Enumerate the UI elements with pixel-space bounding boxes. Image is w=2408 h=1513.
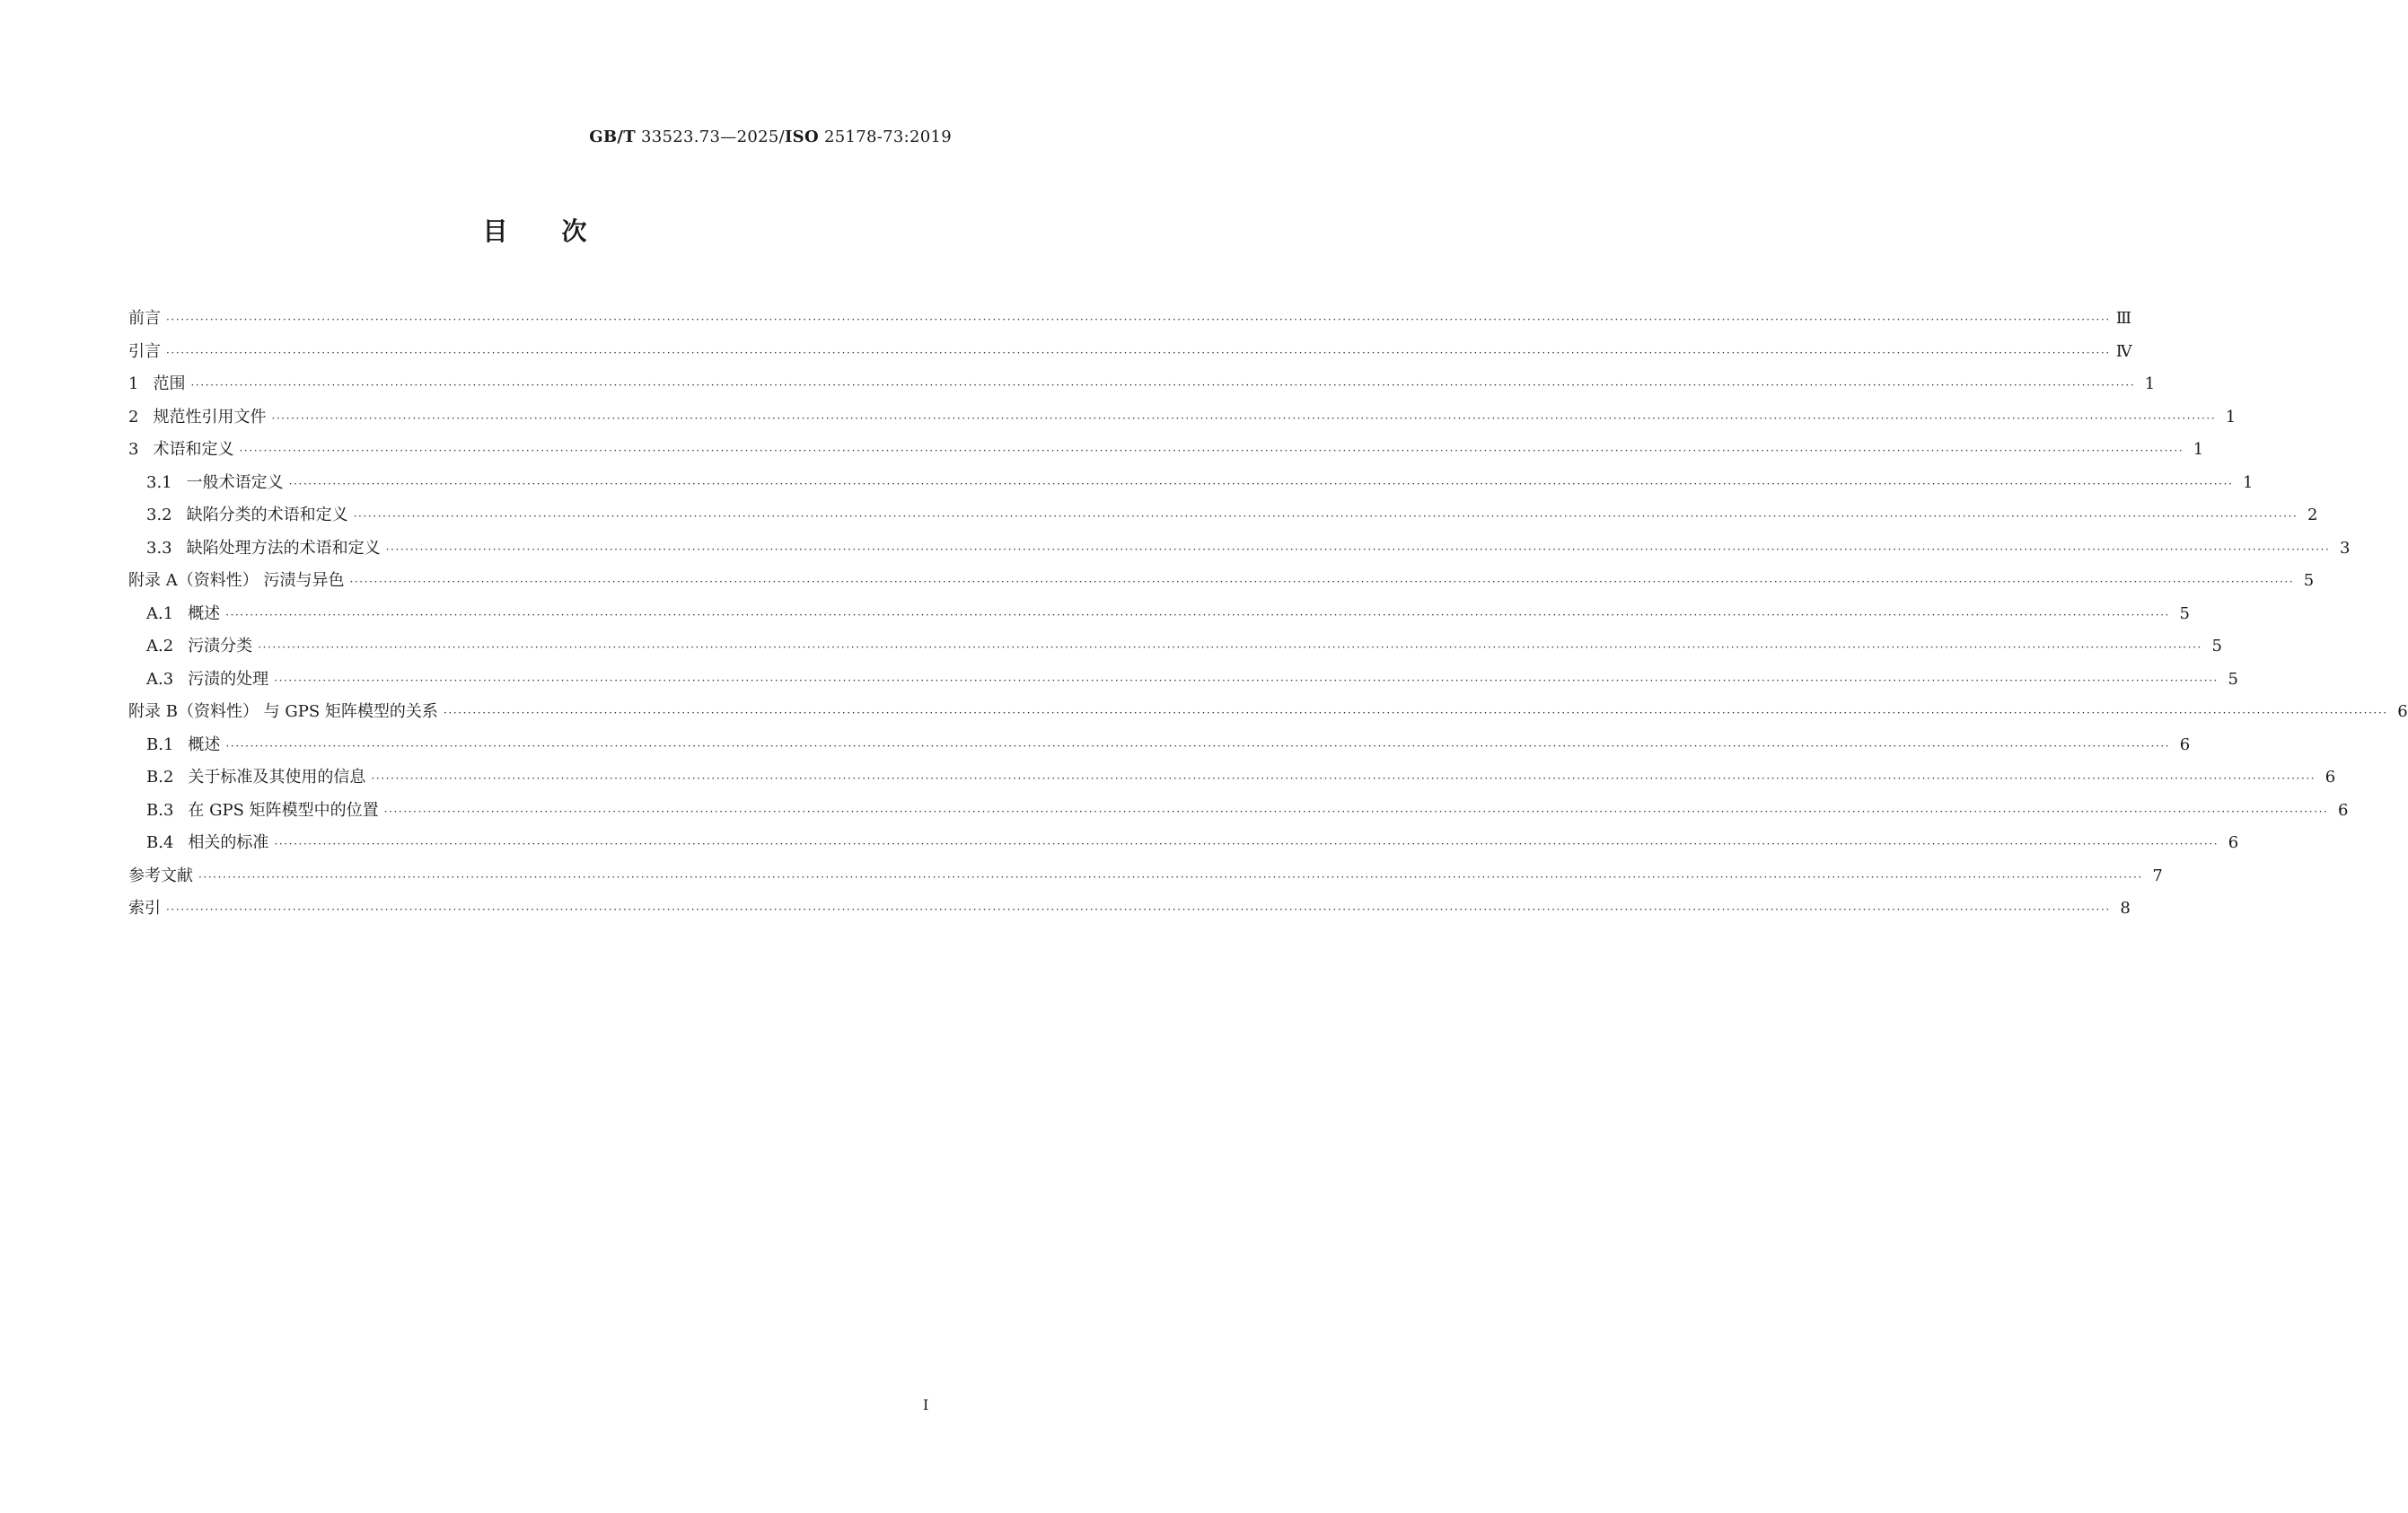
toc-leader-dots: ················································································································································································································································································································································································································ xyxy=(383,805,2329,818)
toc-entry-title: 污渍的处理 xyxy=(188,669,269,689)
toc-entry-title: 概述 xyxy=(188,603,221,623)
iso-prefix: ISO xyxy=(784,128,819,146)
toc-entry[interactable] xyxy=(128,732,2191,765)
toc-entry-label xyxy=(146,830,268,853)
toc-leader-dots: ················································································································································································································································································································································································································ xyxy=(274,838,2219,850)
toc-entry[interactable] xyxy=(128,895,2131,928)
toc-entry-label xyxy=(128,339,161,362)
toc-leader-dots: ················································································································································································································································································································································································································ xyxy=(443,707,2388,719)
toc-entry-page: 2 xyxy=(2307,506,2318,524)
toc-entry[interactable] xyxy=(128,436,2204,470)
toc-entry-number: 3.3 xyxy=(146,538,172,558)
toc-entry-number: 3 xyxy=(128,440,139,459)
toc-entry-label xyxy=(146,601,220,624)
toc-entry-number: 2 xyxy=(128,407,139,427)
toc-entry-page: 1 xyxy=(2193,440,2204,459)
toc-entry[interactable] xyxy=(128,502,2318,535)
toc-entry-page: 6 xyxy=(2228,833,2239,852)
toc-entry-number: B.4 xyxy=(146,833,174,852)
toc-leader-dots: ················································································································································································································································································································································································································ xyxy=(166,903,2111,916)
toc-entry[interactable] xyxy=(128,666,2238,699)
toc-entry-label xyxy=(146,502,348,525)
toc-entry-title: 相关的标准 xyxy=(188,833,269,852)
toc-entry-page: 6 xyxy=(2338,800,2349,820)
toc-entry-label xyxy=(128,567,344,591)
toc-entry-page: 6 xyxy=(2179,735,2191,754)
toc-entry-page: Ⅲ xyxy=(2115,309,2132,328)
toc-entry-page: 5 xyxy=(2303,571,2315,590)
toc-entry[interactable] xyxy=(128,371,2156,404)
toc-entry-label xyxy=(128,305,161,329)
toc-entry-label xyxy=(146,470,284,493)
toc-entry-page: Ⅳ xyxy=(2115,341,2132,361)
toc-entry-page: 1 xyxy=(2242,472,2254,492)
toc-entry-number: 3.1 xyxy=(146,472,172,492)
toc-entry-title: 附录 B（资料性） 与 GPS 矩阵模型的关系 xyxy=(128,702,438,721)
toc-entry-title: 规范性引用文件 xyxy=(153,407,267,427)
toc-entry-number: A.2 xyxy=(146,637,174,655)
toc-leader-dots: ················································································································································································································································································································································································································ xyxy=(198,870,2143,884)
toc-entry[interactable] xyxy=(128,305,2132,339)
toc-entry-number: A.3 xyxy=(146,669,174,689)
toc-entry-title: 关于标准及其使用的信息 xyxy=(188,768,366,787)
toc-leader-dots: ················································································································································································································································································································································································································ xyxy=(239,444,2184,457)
toc-entry-label xyxy=(128,863,193,886)
toc-entry-number: 3.2 xyxy=(146,506,172,524)
toc-entry-title: 引言 xyxy=(128,341,161,361)
toc-entry-page: 5 xyxy=(2228,669,2238,689)
toc-leader-dots: ················································································································································································································································································································································································································ xyxy=(271,411,2217,425)
toc-entry[interactable] xyxy=(128,863,2163,896)
toc-entry-label xyxy=(128,895,161,919)
toc-entry-title: 在 GPS 矩阵模型中的位置 xyxy=(188,800,379,820)
page-number: Ⅰ xyxy=(923,1396,929,1413)
table-of-contents xyxy=(128,305,2408,928)
toc-entry[interactable] xyxy=(128,404,2237,437)
toc-entry[interactable] xyxy=(128,830,2239,863)
toc-entry[interactable] xyxy=(128,633,2222,666)
toc-entry-title: 前言 xyxy=(128,309,161,328)
toc-entry-label xyxy=(128,699,438,722)
toc-entry-page: 1 xyxy=(2225,407,2237,427)
toc-leader-dots: ················································································································································································································································································································································································································ xyxy=(371,772,2316,785)
toc-entry[interactable] xyxy=(128,699,2408,732)
toc-entry-title: 污渍分类 xyxy=(188,637,253,655)
toc-entry-page: 1 xyxy=(2144,374,2156,393)
toc-leader-dots: ················································································································································································································································································································································································································ xyxy=(225,739,2171,752)
toc-entry-title: 范围 xyxy=(153,374,186,393)
toc-entry-title: 附录 A（资料性） 污渍与异色 xyxy=(128,571,345,590)
toc-entry-label xyxy=(128,404,266,427)
standard-number-header xyxy=(589,128,952,146)
toc-entry-label xyxy=(146,797,379,821)
toc-entry-label xyxy=(146,535,381,559)
toc-leader-dots: ················································································································································································································································································································································································································ xyxy=(274,673,2219,687)
toc-entry-label xyxy=(146,764,365,787)
toc-entry-title: 术语和定义 xyxy=(153,440,234,459)
toc-leader-dots: ················································································································································································································································································································································································································ xyxy=(349,576,2295,588)
toc-entry-page: 5 xyxy=(2211,637,2222,655)
toc-leader-dots: ················································································································································································································································································································································································································ xyxy=(166,346,2111,359)
toc-entry-page: 6 xyxy=(2325,768,2336,787)
toc-entry-number: 1 xyxy=(128,374,139,393)
toc-leader-dots: ················································································································································································································································································································································································································ xyxy=(190,379,2136,391)
toc-entry-title: 概述 xyxy=(188,735,221,754)
toc-entry-title: 缺陷处理方法的术语和定义 xyxy=(186,538,381,558)
toc-entry-page: 3 xyxy=(2339,538,2351,558)
toc-entry-page: 6 xyxy=(2397,702,2408,721)
standard-number: 33523.73—2025/ xyxy=(635,128,785,146)
toc-leader-dots: ················································································································································································································································································································································································································ xyxy=(258,641,2202,654)
toc-entry[interactable] xyxy=(128,339,2132,372)
toc-entry-title: 一般术语定义 xyxy=(186,472,284,492)
toc-entry-label xyxy=(146,732,220,755)
toc-leader-dots: ················································································································································································································································································································································································································ xyxy=(166,313,2111,326)
toc-entry[interactable] xyxy=(128,797,2349,831)
toc-leader-dots: ················································································································································································································································································································································································································ xyxy=(288,477,2234,490)
toc-entry[interactable] xyxy=(128,601,2190,634)
toc-entry-title: 缺陷分类的术语和定义 xyxy=(186,506,348,524)
toc-entry[interactable] xyxy=(128,535,2351,568)
page-title: 目次 xyxy=(482,216,641,246)
toc-leader-dots: ················································································································································································································································································································································································································ xyxy=(225,608,2170,621)
toc-entry[interactable] xyxy=(128,567,2315,601)
toc-entry-label xyxy=(146,633,252,656)
toc-entry-number: B.1 xyxy=(146,735,174,754)
toc-entry-label xyxy=(128,436,233,460)
toc-entry-page: 7 xyxy=(2152,866,2163,885)
toc-entry-title: 索引 xyxy=(128,899,161,918)
toc-entry[interactable] xyxy=(128,764,2336,797)
toc-leader-dots: ················································································································································································································································································································································································································ xyxy=(385,542,2331,556)
iso-number: 25178-73:2019 xyxy=(818,128,952,146)
toc-entry-title: 参考文献 xyxy=(128,866,193,885)
toc-leader-dots: ················································································································································································································································································································································································································ xyxy=(353,510,2298,523)
toc-entry[interactable] xyxy=(128,470,2254,503)
toc-entry-label xyxy=(146,666,268,690)
toc-entry-label xyxy=(128,371,185,394)
toc-entry-number: A.1 xyxy=(146,603,174,623)
toc-entry-number: B.3 xyxy=(146,800,174,820)
toc-entry-page: 8 xyxy=(2120,899,2131,918)
toc-entry-page: 5 xyxy=(2179,603,2190,623)
toc-entry-number: B.2 xyxy=(146,768,174,787)
standard-prefix: GB/T xyxy=(589,128,636,146)
